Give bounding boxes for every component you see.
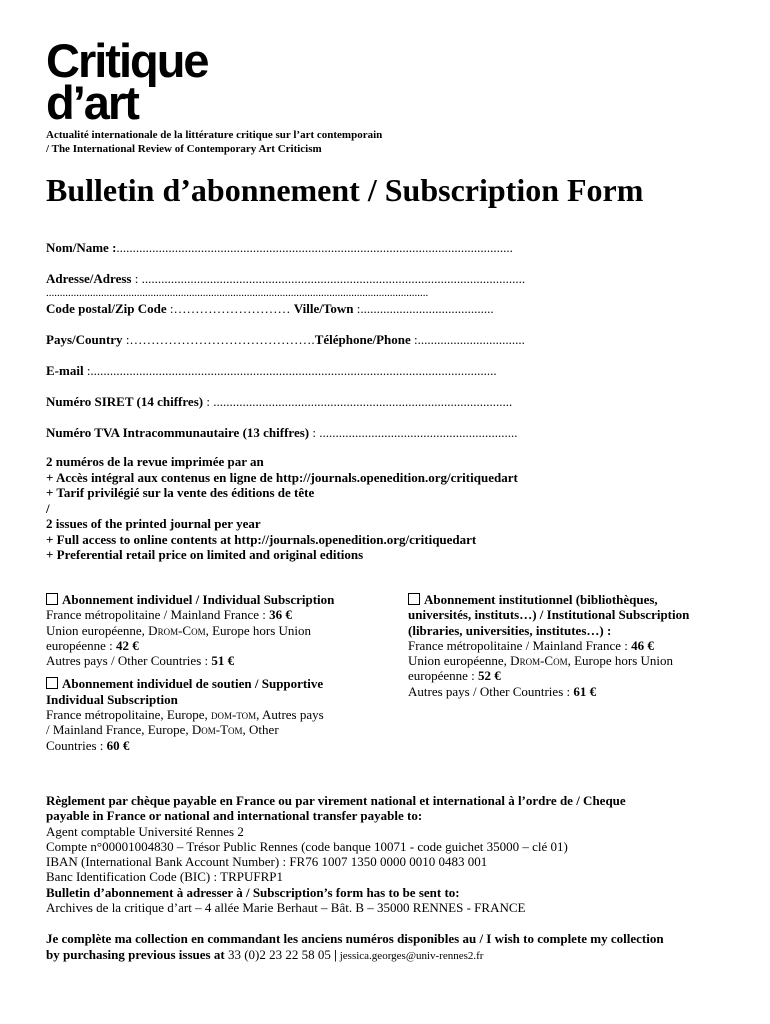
- phone-label: Téléphone/Phone: [314, 332, 411, 347]
- logo-line-1: Critique: [46, 34, 208, 87]
- closing-line-2-bold: by purchasing previous issues at: [46, 946, 225, 962]
- support-line-3: [46, 738, 376, 753]
- closing-line-2: [46, 947, 736, 965]
- support-line2-e: , Other: [242, 722, 279, 738]
- phone-dots: :.................................: [410, 332, 525, 347]
- tagline-line-2: / The International Review of Contemporary Art Criticism: [46, 143, 322, 155]
- email-dots: :.............................................................................................................................: [83, 363, 497, 378]
- journal-logo: [46, 34, 208, 129]
- email-label: E-mail: [46, 363, 84, 378]
- individual-eu-text-e: , Europe hors Union: [205, 622, 312, 638]
- support-line-1: [46, 707, 376, 722]
- institutional-other-amount: 61 €: [573, 683, 597, 699]
- individual-eu-text-a: Union européenne, D: [46, 622, 158, 638]
- institutional-eu-text-f: européenne :: [408, 668, 479, 684]
- individual-other-amount: 51 €: [211, 653, 235, 669]
- tva-label: Numéro TVA Intracommunautaire (13 chiffres): [46, 425, 310, 440]
- individual-france-amount: 36 €: [269, 607, 292, 623]
- institutional-eu-amount: 52 €: [478, 668, 501, 684]
- individual-eu-amount: 42 €: [116, 637, 139, 653]
- support-line3-text: Countries :: [46, 737, 107, 753]
- town-label: Ville/Town: [293, 301, 354, 316]
- institutional-france-price: [408, 638, 738, 653]
- payment-line-3: IBAN (International Bank Account Number) : FR76 1007 1350 0000 0010 0483 001: [46, 854, 488, 870]
- tagline: [46, 128, 382, 156]
- institutional-heading-c-text: (libraries, universities, institutes…) :: [408, 622, 612, 638]
- institutional-heading-b-text: universités, instituts…) / Institutional Subscription: [408, 607, 690, 623]
- benefit-line: 2 numéros de la revue imprimée par an: [46, 454, 264, 469]
- institutional-eu-text-d: om: [553, 653, 568, 669]
- support-line2-a: / Mainland France, Europe, D: [46, 722, 202, 738]
- individual-eu-text-f: européenne :: [46, 637, 117, 653]
- email-field[interactable]: [46, 363, 558, 379]
- institutional-eu-text-a: Union européenne, D: [408, 653, 520, 669]
- town-dots: :.........................................: [353, 301, 494, 316]
- institutional-eu-text-b: rom: [519, 653, 541, 669]
- support-subscription-option[interactable]: [46, 676, 376, 691]
- closing-line-1: [46, 931, 736, 947]
- benefit-line: + Accès intégral aux contenus en ligne de http://journals.openedition.org/critiquedart: [46, 469, 518, 485]
- benefit-line: 2 issues of the printed journal per year: [46, 516, 261, 531]
- closing-email-link[interactable]: jessica.georges@univ-rennes2.fr: [336, 949, 484, 962]
- support-heading-a: Abonnement individuel de soutien / Supportive: [62, 676, 324, 692]
- country-dots: :…………………………………….: [122, 332, 315, 347]
- address-field[interactable]: [46, 271, 558, 287]
- support-line1-b: dom-tom: [210, 707, 257, 723]
- individual-eu-text-b: rom: [157, 622, 179, 638]
- individual-eu-price-cont: [46, 638, 376, 653]
- closing-separator: |: [334, 946, 337, 962]
- individual-heading: Abonnement individuel / Individual Subscription: [62, 592, 335, 607]
- address-line-2[interactable]: [46, 287, 558, 299]
- send-heading: [46, 885, 726, 900]
- payment-heading-b-text: payable in France or national and international transfer payable to:: [46, 808, 423, 824]
- payment-line-4: Banc Identification Code (BIC) : TRPUFRP1: [46, 869, 283, 885]
- zip-label: Code postal/Zip Code: [46, 301, 167, 316]
- support-line1-a: France métropolitaine, Europe,: [46, 707, 211, 723]
- send-heading-text: Bulletin d’abonnement à adresser à / Subscription’s form has to be sent to:: [46, 884, 460, 900]
- zip-town-field[interactable]: [46, 301, 558, 317]
- individual-eu-price: [46, 623, 376, 638]
- siret-field[interactable]: [46, 394, 558, 410]
- individual-france-label: France métropolitaine / Mainland France :: [46, 607, 270, 623]
- support-heading-b: [46, 692, 376, 707]
- benefit-line: + Preferential retail price on limited and original editions: [46, 547, 364, 562]
- support-line2-b: om: [201, 722, 216, 738]
- benefit-line: /: [46, 500, 50, 516]
- institutional-other-price: [408, 684, 738, 699]
- country-label: Pays/Country: [46, 332, 123, 347]
- individual-checkbox[interactable]: [46, 593, 58, 605]
- support-checkbox[interactable]: [46, 677, 58, 689]
- payment-heading-a-text: Règlement par chèque payable en France ou par virement national et international à l’ordre de / Cheque: [46, 793, 626, 808]
- institutional-options: [408, 592, 738, 699]
- address-label: Adresse/Adress: [46, 271, 132, 286]
- support-amount: 60 €: [106, 737, 130, 753]
- payment-heading-a: [46, 793, 726, 808]
- tagline-line-1: Actualité internationale de la littérature critique sur l’art contemporain: [46, 129, 383, 141]
- name-field[interactable]: [46, 240, 558, 256]
- support-heading-b-text: Individual Subscription: [46, 691, 178, 707]
- institutional-heading-c: [408, 623, 738, 638]
- institutional-eu-text-c: -C: [540, 653, 554, 669]
- payment-info: [46, 793, 726, 915]
- individual-eu-text-d: om: [191, 622, 206, 638]
- institutional-subscription-option[interactable]: [408, 592, 738, 607]
- benefits-list: [46, 454, 518, 563]
- payment-line-1: Agent comptable Université Rennes 2: [46, 823, 244, 839]
- institutional-eu-text-e: , Europe hors Union: [567, 653, 674, 669]
- closing-phone[interactable]: 33 (0)2 23 22 58 05: [224, 946, 335, 962]
- support-line2-d: om: [228, 722, 243, 738]
- address-dots: : ......................................................................................................................: [131, 271, 526, 286]
- institutional-eu-price: [408, 653, 738, 668]
- institutional-other-label: Autres pays / Other Countries :: [408, 683, 574, 699]
- name-label: Nom/Name :: [46, 240, 117, 255]
- individual-subscription-option[interactable]: [46, 592, 376, 607]
- individual-options: [46, 592, 376, 753]
- support-line1-c: , Autres pays: [256, 707, 324, 723]
- institutional-france-amount: 46 €: [631, 637, 654, 653]
- institutional-heading-a: Abonnement institutionnel (bibliothèques,: [424, 592, 658, 607]
- institutional-eu-price-cont: [408, 668, 738, 683]
- siret-label: Numéro SIRET (14 chiffres): [46, 394, 204, 409]
- tva-field[interactable]: [46, 425, 558, 441]
- tva-dots: : .............................................................: [309, 425, 518, 440]
- individual-eu-text-c: -C: [178, 622, 192, 638]
- address-dots-2: ...........................................................................................................................................: [46, 287, 429, 299]
- support-line2-c: -T: [215, 722, 229, 738]
- zip-dots: :………………………: [166, 301, 294, 316]
- payment-line-2: Compte n°00001004830 – Trésor Public Rennes (code banque 10071 - code guichet 35000 – clé 01): [46, 838, 568, 854]
- siret-dots: : ............................................................................................: [203, 394, 513, 409]
- support-line-2: [46, 722, 376, 737]
- send-address: Archives de la critique d’art – 4 allée Marie Berhaut – Bât. B – 35000 RENNES - FRANCE: [46, 900, 526, 916]
- name-dots: ..........................................................................................................................: [116, 240, 513, 255]
- form-title: Bulletin d’abonnement / Subscription Form: [46, 172, 644, 208]
- individual-other-label: Autres pays / Other Countries :: [46, 653, 212, 669]
- individual-other-price: [46, 653, 376, 668]
- payment-heading-b: [46, 808, 726, 823]
- institutional-checkbox[interactable]: [408, 593, 420, 605]
- individual-france-price: [46, 607, 376, 622]
- benefit-line: + Tarif privilégié sur la vente des éditions de tête: [46, 485, 315, 500]
- closing-line-1-text: Je complète ma collection en commandant les anciens numéros disponibles au / I wish to complete my collection: [46, 931, 664, 946]
- benefit-line: + Full access to online contents at http://journals.openedition.org/critiquedart: [46, 531, 477, 547]
- collection-note: [46, 931, 736, 964]
- institutional-france-label: France métropolitaine / Mainland France :: [408, 637, 632, 653]
- logo-line-2: d’art: [46, 76, 138, 129]
- institutional-heading-b: [408, 607, 738, 622]
- country-phone-field[interactable]: [46, 332, 558, 348]
